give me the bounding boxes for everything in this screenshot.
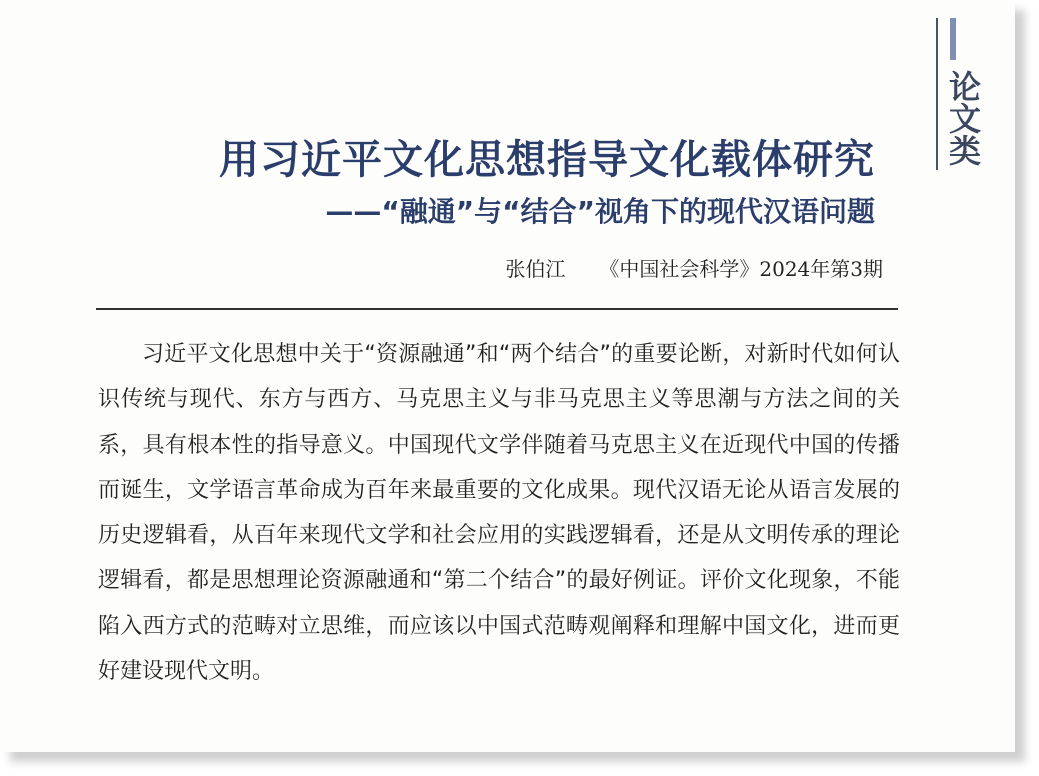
article-title: 用习近平文化思想指导文化载体研究 [219,137,875,183]
section-tab-label: 论文类 [944,70,982,166]
article-subtitle: ——“融通”与“结合”视角下的现代汉语问题 [325,195,875,228]
section-tab-bar [950,18,956,60]
section-tab-rule [936,18,938,170]
author-name: 张伯江 [505,257,566,281]
section-tab [936,18,986,178]
abstract-paragraph: 习近平文化思想中关于“资源融通”和“两个结合”的重要论断，对新时代如何认识传统与现代、东方与西方、马克思主义与非马克思主义等思潮与方法之间的关系，具有根本性的指导意义。中国现代文学伴随着马克思主义在近现代中国的传播而诞生，文学语言革命成为百年来最重要的文化成果。现代汉语无论从语言发展的历史逻辑看，从百年来现代文学和社会应用的实践逻辑看，还是从文明传承的理论逻辑看，都是思想理论资源融通和“第二个结合”的最好例证。评价文化现象，不能陷入西方式的范畴对立思维，而应该以中国式范畴观阐释和理解中国文化，进而更好建设现代文明。 [98,342,900,685]
divider [96,308,898,310]
publication-source: 《中国社会科学》2024年第3期 [599,257,883,281]
byline [505,253,883,282]
